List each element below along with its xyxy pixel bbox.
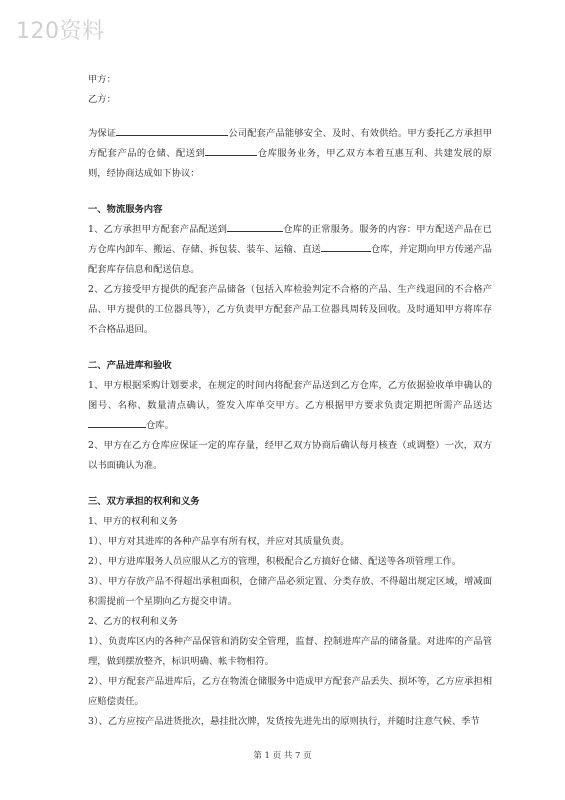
intro-text-2: 公司配套产品能够安全、及时、有效供给。甲方委托乙方承担甲方配套产品的仓储、配送到 <box>88 128 492 159</box>
s2p1-text-b: 仓库。 <box>146 420 174 431</box>
watermark: 120资料 <box>16 19 105 44</box>
section-1-paragraph-1 <box>88 220 492 280</box>
blank-line <box>227 220 283 232</box>
party-a-item-3: 3）、甲方存放产品不得超出承租面积，仓储产品必须定置、分类存放、不得超出规定区域，增减面积需提前一个星期向乙方提交申请。 <box>88 576 492 607</box>
party-b-item-3: 3）、乙方应按产品进货批次，悬挂批次牌，发货按先进先出的原则执行，并随时注意气候、季节 <box>88 716 480 727</box>
blank-line <box>321 240 371 252</box>
s1p1-text-c: 仓库，并定期向甲方传递产品配套库存信息和配送信息。 <box>88 244 492 275</box>
party-a-item-1: 1）、甲方对其进库的各种产品享有所有权，并应对其质量负责。 <box>88 536 350 547</box>
section-2-paragraph-2: 2、甲方在乙方仓库应保证一定的库存量，经甲乙双方协商后确认每月核查（或调整）一次，双方以书面确认为准。 <box>88 440 492 471</box>
s2p1-text-a: 1、甲方根据采购计划要求，在规定的时间内将配套产品送到乙方仓库，乙方依据验收单申确认的图号、名称、数量清点确认，签发入库单交甲方。乙方根据甲方要求负责定期把所需产品送达 <box>88 380 492 411</box>
section-1-title: 一、物流服务内容 <box>88 204 163 215</box>
section-1-paragraph-2: 2、乙方接受甲方提供的配套产品储备（包括入库检验判定不合格的产品、生产线退回的不合格产品、甲方提供的工位器具等），乙方负责甲方配套产品工位器具周转及回收。及时通知甲方将库存不合格品退回。 <box>88 284 492 335</box>
section-2-paragraph-1 <box>88 376 492 436</box>
s1p1-text-b: 仓库的正常服务。服务的内容：甲方配送产品在已方仓库内卸车、搬运、存储、拆包装、装车、运输、直送 <box>88 224 492 255</box>
document-page <box>88 70 492 732</box>
intro-paragraph <box>88 124 492 184</box>
page-footer: 第 1 页 共 7 页 <box>253 751 312 761</box>
party-b-item-1: 1）、负责库区内的各种产品保管和消防安全管理，监督、控制进库产品的储备量。对进库的产品管理，做到摆放整齐，标识明确、帐卡物相符。 <box>88 636 492 667</box>
section-2-title: 二、产品进库和验收 <box>88 360 172 371</box>
party-b-item-2: 2）、甲方配套产品进库后，乙方在物流仓储服务中造成甲方配套产品丢失、损坏等，乙方应承担相应赔偿责任。 <box>88 676 492 707</box>
party-a-item-2: 2）、甲方进库服务人员应服从乙方的管理，积极配合乙方搞好仓储、配送等各项管理工作。 <box>88 556 462 567</box>
blank-line <box>205 144 257 156</box>
section-3-subheading-2: 2、乙方的权利和义务 <box>88 616 178 627</box>
blank-line <box>116 124 228 136</box>
party-b-label: 乙方： <box>88 94 116 105</box>
party-a-label: 甲方： <box>88 74 116 85</box>
section-3-subheading-1: 1、甲方的权利和义务 <box>88 516 178 527</box>
intro-text-3: 仓库服务业务，甲乙双方本着互惠互利、共建发展的原则，经协商达成如下协议： <box>88 148 492 179</box>
intro-text-1: 为保证 <box>88 128 117 139</box>
s1p1-text-a: 1、乙方承担甲方配套产品配送到 <box>88 224 228 235</box>
blank-line <box>88 416 146 428</box>
section-3-title: 三、双方承担的权利和义务 <box>88 496 200 507</box>
